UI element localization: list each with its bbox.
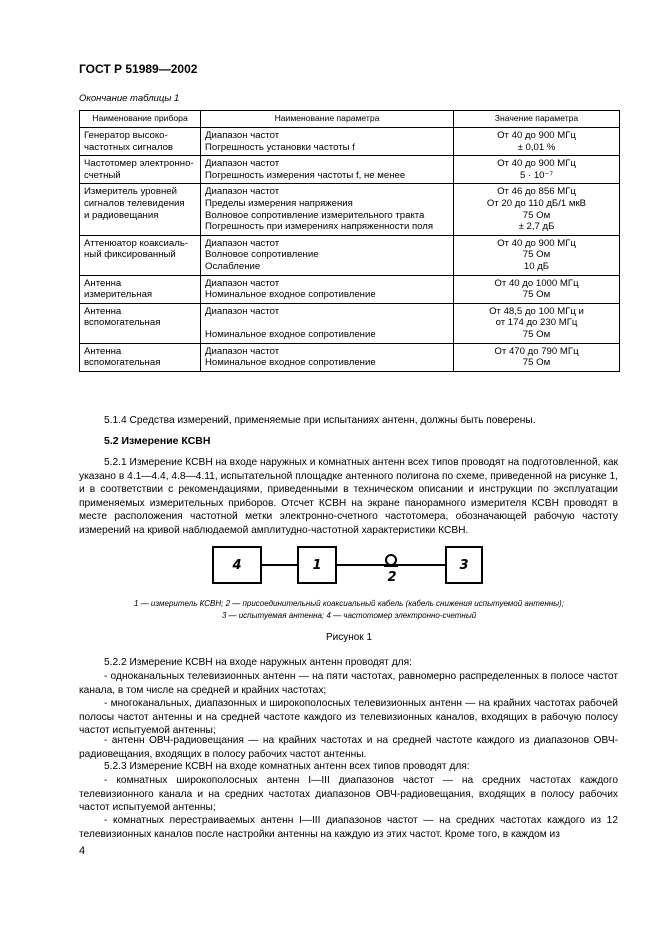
cell-line: Погрешность при измерениях напряженности поля [205,221,434,233]
cell-line: 75 Ом [522,328,551,340]
cell-line: Номинальное входное сопротивление [205,289,376,301]
cell-line: вспомогательная [84,357,161,369]
paragraph-5-2-3: 5.2.3 Измерение КСВН на входе комнатных антенн всех типов проводят для: [104,761,470,772]
cell-line: Антенна [84,345,122,357]
cell-line: От 40 до 900 МГц [497,130,576,141]
figure-title: Рисунок 1 [325,632,373,643]
cell-line: Погрешность измерения частоты f, не менее [205,169,406,181]
table-caption: Окончание таблицы 1 [79,93,180,104]
cell-line: От 20 до 110 дБ/1 мкВ [486,197,587,209]
cell-line: Измеритель уровней [84,186,177,198]
cell-line: 75 Ом [522,209,551,221]
cell-line: От 40 до 1000 МГц [494,277,579,289]
cell-line: Диапазон частот [205,345,280,357]
cell-line: от 174 до 230 МГц [495,317,578,329]
cell-line: От 40 до 900 МГц [497,158,576,170]
box-antenna-under-test: 3 [445,546,483,584]
cell-line: и радиовещания [84,209,159,221]
cell-line: 75 Ом [522,289,551,301]
cell-line: частотных сигналов [84,141,174,153]
cell-line: 10 дБ [523,260,550,272]
coaxial-cable-icon [386,555,396,565]
cell-line: Антенна [84,277,122,289]
list-item: - комнатных широкополосных антенн I—III диапазонов частот — на средних частотах каждого телевизионного канала и на средних частотах диапазонов ОВЧ-радиовещания, входящих в полосу рабочих частот испытуемой антенны; [79,775,618,814]
cell-line: ± 0,01 % [517,141,556,153]
cell-line: Диапазон частот [205,158,280,170]
cell-line: Диапазон частот [205,237,280,249]
cell-line: Ослабление [205,260,261,272]
cell-line: 5 · 10⁻⁷ [519,169,554,181]
list-item: - одноканальных телевизионных антенн — на пяти частотах, равномерно распределенных в полосе частот канала, в том числе на средней и крайних частотах; [79,671,618,696]
cell-line: От 48,5 до 100 МГц и [489,305,584,317]
cell-line: Антенна [84,305,122,317]
cell-line: 75 Ом [522,357,551,369]
section-heading-5-2: 5.2 Измерение КСВН [104,435,211,447]
document-header: ГОСТ Р 51989—2002 [79,62,198,76]
figure-legend: 3 — испытуемая антенна; 4 — частотомер электронно-счетный [221,611,477,620]
cell-line: Диапазон частот [205,277,280,289]
list-item: - антенн ОВЧ-радиовещания — на крайних частотах и на средней частоте каждого из диапазонов ОВЧ-радиовещания, входящих в полосу рабочих частот антенны. [79,735,618,760]
cell-line: Аттенюатор коаксиаль- [84,237,189,249]
cell-line: измерительная [84,289,153,301]
cell-line: Частотомер электронно- [84,158,194,170]
cell-line: Волновое сопротивление [205,249,319,261]
column-header: Наименование прибора [80,111,201,128]
box-frequency-counter: 4 [212,546,262,584]
paragraph-5-2-1: 5.2.1 Измерение КСВН на входе наружных и комнатных антенн всех типов проводят на подготовленной, как указано в 4.1—4.4, 4.8—4.11, испытательной площадке антенного полигона по схеме, приведенной на рисунке 1, и в соответствии с рекомендациями, приведенными в техническом описании и инструкции по эксплуатации применяемых измерительных приборов. Отсчет КСВН на экране панорамного измерителя КСВН проводят в месте расположения частотной метки электронно-счетного частотомера, обозначающей рабочую частоту измерений на кривой наблюдаемой амплитудно-частотной характеристики КСВН. [79,457,618,536]
cell-line: Погрешность установки частоты f [205,141,355,153]
list-item: - многоканальных, диапазонных и широкополосных телевизионных антенн — на крайних частотах рабочей полосы частот антенны и на средней частоте каждого из телевизионных каналов, входящих в рабочую полосу частот испытуемой антенны; [79,698,618,737]
cell-line: Волновое сопротивление измерительного тракта [205,209,425,221]
cell-line: вспомогательная [84,317,161,329]
cell-line: сигналов телевидения [84,197,185,209]
page-number: 4 [79,845,86,857]
box-swr-meter: 1 [297,546,337,584]
cell-line: Пределы измерения напряжения [205,197,353,209]
cell-line: От 40 до 900 МГц [497,237,576,249]
paragraph-5-1-4: 5.1.4 Средства измерений, применяемые при испытаниях антенн, должны быть поверены. [104,415,536,426]
cell-line: Генератор высоко- [84,130,168,141]
cell-line: Диапазон частот [205,130,280,141]
column-header: Наименование параметра [201,111,454,128]
cell-line: От 470 до 790 МГц [494,345,579,357]
cell-line: Диапазон частот [205,186,280,198]
cell-line: ± 2,7 дБ [518,221,555,233]
cell-line: счетный [84,169,121,181]
cell-line: Диапазон частот [205,305,280,317]
cell-line: ный фиксированный [84,249,176,261]
column-header: Значение параметра [454,111,620,128]
cell-line: 75 Ом [522,249,551,261]
cable-label: 2 [387,570,397,585]
figure-legend: 1 — измеритель КСВН; 2 — присоединительный коаксиальный кабель (кабель снижения испытуемой антенны); [134,599,564,608]
cell-line: Номинальное входное сопротивление [205,328,376,340]
cell-line: Номинальное входное сопротивление [205,357,376,369]
list-item: - комнатных перестраиваемых антенн I—III диапазонов частот — на средних частотах каждого из 12 телевизионных каналов после настройки антенны на каждую из этих частот. Кроме того, в каждом из [79,815,618,840]
paragraph-5-2-2: 5.2.2 Измерение КСВН на входе наружных антенн проводят для: [104,657,412,668]
cell-line: От 46 до 856 МГц [497,186,576,198]
